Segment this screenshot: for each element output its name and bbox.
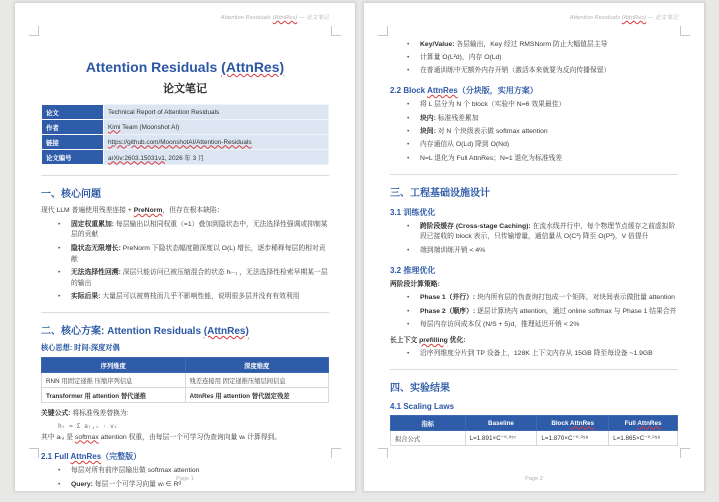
bullet-item: • Phase 1（并行）: 块内所有层的伪查询打包成一个矩阵，对块间表示做批量 attention [390,293,678,304]
bullet-item: • N=L 退化为 Full AttnRes；N=1 退化为标准残差 [390,154,678,165]
page-number: Page 2 [525,476,543,482]
duality-table [41,357,329,403]
table-row [42,135,329,150]
bullet-item: • 跨阶段缓存 (Cross-stage Caching): 在流水线并行中，每个物理节点缓存之前虚拟阶段已接收的 block 表示，只传输增量，通信量从 O(C²) 降至 O(P²)，V 倍提升 [390,222,678,244]
attnres-term: AttnRes [427,86,458,96]
text-boundary-mark [680,448,690,458]
col-header-metric: 指标 [391,416,466,431]
subsection-4-1-heading: 4.1 Scaling Laws [390,402,455,412]
meta-label-author: 作者 [42,120,104,135]
page-2 [363,2,705,492]
author-term: Kimi [108,123,121,131]
cell-full-formula: L=1.865×C⁻⁰·⁰⁵⁸ [609,431,678,446]
bullet-item: • 实际后果: 大量层可以被剪枝而几乎不影响性能，说明很多层并没有有效利用 [41,292,329,303]
col-header-full-attnres: Full AttnRes [609,416,678,431]
running-header [221,13,329,21]
bullet-item: • Query: 每层一个可学习向量 wₗ ∈ Rᵈ [41,480,329,491]
section-divider [390,369,678,370]
bullet-item: • Key/Value: 各层输出，Key 经过 RMSNorm 防止大幅值层主导 [390,40,678,51]
bullet-item: • 块间: 对 N 个块级表示做 softmax attention [390,127,678,138]
page-2-content [390,37,678,447]
col-header-depth: 深度维度 [185,358,329,373]
section-1-heading: 一、核心问题 [41,189,101,200]
attnres-term: AttnRes [637,419,662,427]
bullet-item: • 计算量 O(L²d)，内存 O(Ld) [390,53,678,64]
attnres-term: (AttnRes) [203,326,249,338]
col-header-block-attnres: Block AttnRes [537,416,609,431]
subsection-2-1-heading: 2.1 Full AttnRes（完整版） [41,452,142,462]
bullet-item: • 无法选择性回溯: 深层只能访问已被压缩混合的状态 hₗ₋₁ ，无法选择性检索早期某一层的输出 [41,268,329,290]
two-phase-label: 两阶段计算策略: [390,280,440,288]
document-title-term: (AttnRes) [221,59,285,75]
col-header-baseline: Baseline [465,416,537,431]
cell-row-label: 拟合公式 [391,431,466,446]
table-row [42,105,329,120]
continued-bullets [390,40,678,78]
text-boundary-mark [29,26,39,36]
subsection-3-2-heading: 3.2 推理优化 [390,265,436,275]
running-header-suffix: — 论文笔记 [297,15,329,21]
subsection-2-2-bullets [390,100,678,164]
running-header-text: Attention Residuals [569,15,622,21]
core-idea-heading: 核心思想: 时间-深度对偶 [41,343,120,353]
prefilling-term: prefilling [419,336,448,344]
text-boundary-mark [378,448,388,458]
document-title [41,59,329,75]
attnres-term: AttnRes [570,419,595,427]
attnres-term: AttnRes [70,452,102,462]
text-boundary-mark [680,26,690,36]
meta-value-paper-id [104,150,329,165]
section-2-heading: 二、核心方案: Attention Residuals (AttnRes) [41,326,249,338]
bullet-item: • 在普通训练中无额外内存开销（激活本来就要为反向传播保留） [390,66,678,77]
text-boundary-mark [331,26,341,36]
softmax-term: softmax [74,433,99,441]
running-header-suffix: — 论文笔记 [646,15,678,21]
text-boundary-mark [378,26,388,36]
section-divider [41,175,329,176]
document-title-text: Attention Residuals [85,59,222,75]
prefilling-label: 长上下文 prefilling 优化: [390,336,466,344]
meta-label-paper: 论文 [42,105,104,120]
table-header-row [42,358,329,373]
formula-label: 关键公式: 将标准残差替换为: [41,410,129,418]
meta-label-paper-id: 论文编号 [42,150,104,165]
page-number: Page 1 [176,476,194,482]
arxiv-term: arXiv:2603.15031v1 [108,154,165,162]
bullet-item: • 固定权重累加: 每层输出以相同权重（=1）叠加到隐状态中，无法选择性强调或抑制某层的贡献 [41,220,329,242]
bullet-item: • Phase 2（顺序）: 逐层计算块内 attention，通过 online softmax 与 Phase 1 结果合并 [390,307,678,318]
table-row: RNN 用固定递推 压缩序列信息 残差连接用 固定递推压缩层间信息 [42,373,329,388]
table-row [391,431,678,446]
bullet-item: • 每层对所有前序层输出做 softmax attention [41,466,329,477]
bullet-item: • 端到端训练开销 < 4% [390,246,678,257]
formula: hₗ = Σ aₗ,ᵢ · vᵢ [58,422,118,430]
cell-block-formula: L=1.870×C⁻⁰·⁰⁵⁸ [537,431,609,446]
bullet-item: • 隐状态无限增长: PreNorm 下隐状态幅度随深度以 O(L) 增长，逐步稀释每层的相对贡献 [41,244,329,266]
section-divider [390,174,678,175]
meta-label-link: 链接 [42,135,104,150]
meta-value-author [104,120,329,135]
bullet-item: • 沿序列维度分片到 TP 设备上，128K 上下文内存从 15GB 降至每设备 ~1.9GB [390,349,678,360]
table-row [42,120,329,135]
text-boundary-mark [331,448,341,458]
running-header-term: (AttnRes) [272,15,298,21]
table-header-row [391,416,678,431]
section-divider [41,312,329,313]
prefilling-bullets [390,349,678,360]
table-row: Transformer 用 attention 替代递推 AttnRes 用 attention 替代固定残差 [42,388,329,403]
bullet-item: • 块内: 标准残差累加 [390,114,678,125]
intro-pre: 现代 LLM 普遍使用残差连接 + [41,207,134,214]
subsection-3-2-bullets [390,293,678,331]
section-3-heading: 三、工程基础设施设计 [390,187,490,199]
bullet-item: • 将 L 层分为 N 个 block（实验中 N=6 效果最佳） [390,100,678,111]
meta-value-paper: Technical Report of Attention Residuals [104,105,329,120]
running-header-text: Attention Residuals [220,15,273,21]
subsection-3-1-bullets [390,222,678,257]
table-row [42,150,329,165]
metadata-table [41,104,329,165]
section-1-intro [41,206,329,217]
running-header [570,13,678,21]
prenorm-term: PreNorm [133,207,163,214]
subsection-3-1-heading: 3.1 训练优化 [390,207,436,217]
running-header-term: (AttnRes) [621,15,647,21]
col-header-sequence: 序列维度 [42,358,186,373]
meta-value-link [104,135,329,150]
arxiv-rest: , 2026 年 3 月 [164,154,205,162]
subsection-2-2-heading: 2.2 Block AttnRes（分块版，实用方案） [390,86,538,96]
section-1-bullets [41,220,329,304]
section-4-heading: 四、实验结果 [390,383,450,395]
formula-note: 其中 aₗ,ᵢ 是 softmax attention 权重，由每层一个可学习伪查询向量 wₗ 计算得到。 [41,433,282,441]
text-boundary-mark [29,448,39,458]
bullet-item: • 内存通信从 O(Ld) 降到 O(Nd) [390,140,678,151]
intro-post: ，但存在根本缺陷： [162,207,224,214]
author-rest: Team (Moonshot AI) [120,123,180,131]
document-subtitle: 论文笔记 [163,83,207,95]
cell-baseline-formula: L=1.891×C⁻⁰·⁰⁵⁷ [465,431,537,446]
page-1 [14,2,356,492]
scaling-laws-table [390,415,678,446]
github-link[interactable]: https://github.com/MoonshotAI/Attention-Residuals [108,138,252,146]
bullet-item: • 每层内存访问成本仅 (N/S + 5)d，推理延迟开销 < 2% [390,320,678,331]
